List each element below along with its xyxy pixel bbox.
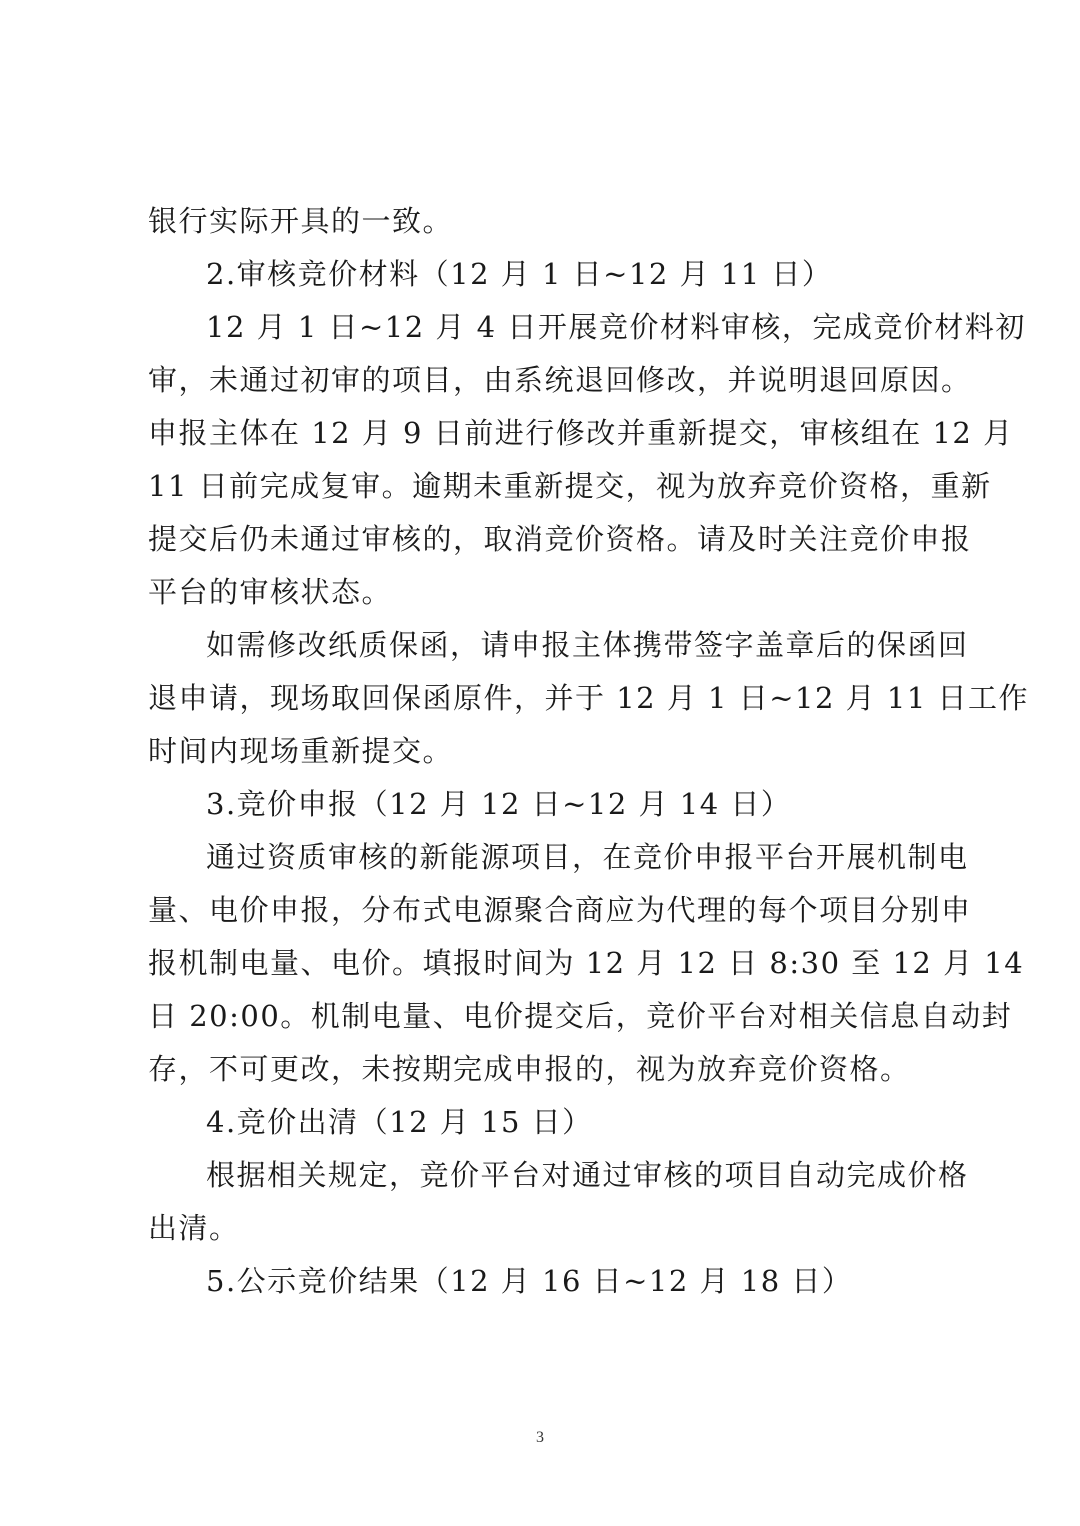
section-heading: 5.公示竞价结果（12 月 16 日~12 月 18 日） — [206, 1264, 853, 1298]
text-line: 提交后仍未通过审核的，取消竞价资格。请及时关注竞价申报 — [148, 522, 972, 556]
text-line: 报机制电量、电价。填报时间为 12 月 12 日 8:30 至 12 月 14 — [148, 946, 1025, 980]
text-line: 银行实际开具的一致。 — [148, 204, 454, 238]
text-line: 日 20:00。机制电量、电价提交后，竞价平台对相关信息自动封 — [148, 999, 1013, 1033]
page-number: 3 — [536, 1429, 544, 1446]
text-line: 根据相关规定，竞价平台对通过审核的项目自动完成价格 — [206, 1158, 969, 1192]
text-line: 出清。 — [148, 1211, 240, 1245]
text-line: 如需修改纸质保函，请申报主体携带签字盖章后的保函回 — [206, 628, 969, 662]
text-line: 平台的审核状态。 — [148, 575, 393, 609]
section-heading: 2.审核竞价材料（12 月 1 日~12 月 11 日） — [206, 257, 833, 291]
section-heading: 3.竞价申报（12 月 12 日~12 月 14 日） — [206, 787, 792, 821]
text-line: 存，不可更改，未按期完成申报的，视为放弃竞价资格。 — [148, 1052, 911, 1086]
text-line: 通过资质审核的新能源项目，在竞价申报平台开展机制电 — [206, 840, 969, 874]
text-line: 时间内现场重新提交。 — [148, 734, 454, 768]
section-heading: 4.竞价出清（12 月 15 日） — [206, 1105, 593, 1139]
text-line: 退申请，现场取回保函原件，并于 12 月 1 日~12 月 11 日工作 — [148, 681, 1029, 715]
text-line: 量、电价申报，分布式电源聚合商应为代理的每个项目分别申 — [148, 893, 972, 927]
text-line: 审，未通过初审的项目，由系统退回修改，并说明退回原因。 — [148, 363, 972, 397]
text-line: 12 月 1 日~12 月 4 日开展竞价材料审核，完成竞价材料初 — [206, 310, 1026, 344]
text-line: 11 日前完成复审。逾期未重新提交，视为放弃竞价资格，重新 — [148, 469, 992, 503]
text-line: 申报主体在 12 月 9 日前进行修改并重新提交，审核组在 12 月 — [148, 416, 1014, 450]
